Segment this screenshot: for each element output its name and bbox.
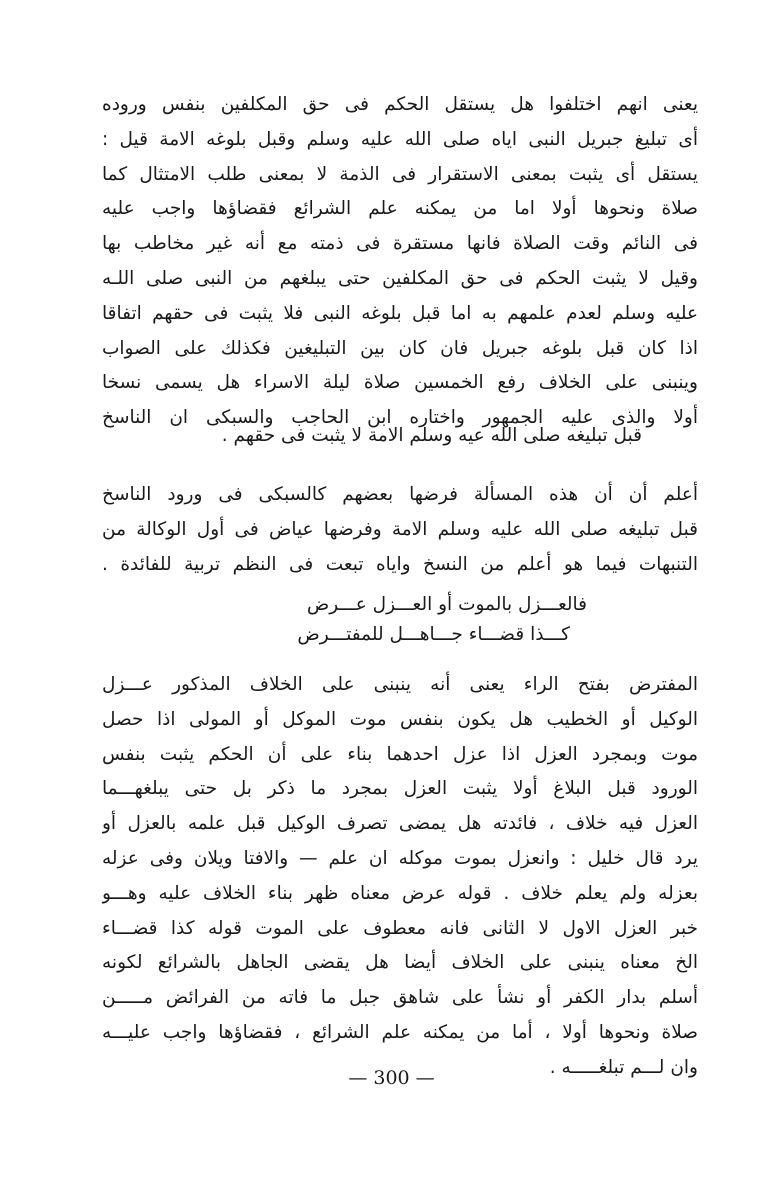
page-number: — 300 — [348, 1067, 435, 1089]
text-line: وان لـــم تبلغـــــه . [549, 1056, 698, 1078]
text-line: عليه وسلم لعدم علمهم به اما قبل بلوغه النبى فلا يثبت فى حقهم اتفاقا [102, 302, 698, 324]
paragraph-2 [102, 419, 698, 454]
text-line: الورود قبل البلاغ أولا يثبت العزل بمجرد ما ذكر بل حتى يبلغهـــما [102, 778, 698, 800]
text-line: خبر العزل الاول لا الثانى فانه معطوف على الموت قوله كذا قضـــاء [102, 917, 698, 939]
text-line: الوكيل أو الخطيب هل يكون بنفس موت الموكل أو المولى اذا حصل [102, 708, 698, 730]
text-line: يستقل أى يثبت بمعنى الاستقرار فى الذمة لا بمعنى طلب الامتثال كما [102, 163, 698, 185]
text-line: قبل تبليغه صلى الله عيه وسلم الامة لا يثبت فى حقهم . [221, 425, 642, 446]
verse-line-1: فالعـــزل بالموت أو العـــزل عـــرض [306, 594, 587, 615]
text-line: العزل فيه خلاف ، فائدته هل يمضى تصرف الوكيل قبل علمه بالعزل أو [102, 813, 698, 835]
text-line: أى تبليغ جبريل النبى اياه صلى الله عليه وسلم وقبل بلوغه الامة قيل : [102, 128, 698, 150]
text-line: وينبنى على الخلاف رفع الخمسين صلاة ليلة الاسراء هل يسمى نسخا [102, 372, 698, 394]
text-line: صلاة ونحوها أولا ، أما من يمكنه علم الشرائع ، فقضاؤها واجب عليـــه [102, 1021, 698, 1043]
text-line: يرد قال خليل : وانعزل بموت موكله ان علم — والافتا ويلان وفى عزله [102, 847, 698, 869]
paragraph-1 [102, 88, 698, 436]
text-line: اذا كان قبل بلوغه جبريل فان كان بين التبليغين فكذلك على الصواب [102, 337, 698, 359]
text-line: أعلم أن أن هذه المسألة فرضها بعضهم كالسبكى فى ورود الناسخ [102, 484, 698, 505]
text-line: قبل تبليغه صلى الله عليه وسلم الامة وفرضها عياض فى أول الوكالة من [102, 518, 698, 540]
text-line: يعنى انهم اختلفوا هل يستقل الحكم فى حق المكلفين بنفس وروده [102, 94, 698, 115]
text-line: صلاة ونحوها أولا اما من يمكنه علم الشرائع فقضاؤها واجب عليه [102, 198, 698, 220]
text-line: أسلم بدار الكفر أو نشأ على شاهق جبل ما فاته من الفرائض مـــــن [102, 987, 698, 1009]
text-line: وقيل لا يثبت الحكم فى حق المكلفين حتى يبلغهم من النبى صلى اللـه [102, 267, 698, 289]
text-line: الخ معناه ينبنى على الخلاف أيضا هل يقضى الجاهل بالشرائع لكونه [102, 952, 698, 974]
text-line: أولا والذى عليه الجمهور واختاره ابن الحاجب والسبكى ان الناسخ [102, 407, 698, 429]
verse-line-2: كـــذا قضـــاء جـــاهـــل للمفتـــرض [297, 624, 570, 645]
text-line: فى النائم وقت الصلاة فانها مستقرة فى ذمته مع أنه غير مخاطب بها [102, 233, 698, 255]
text-line: التنبهات فيما هو أعلم من النسخ واياه تبعت فى النظم تربية للفائدة . [102, 553, 698, 575]
paragraph-4 [102, 668, 698, 1086]
text-line: المفترض بفتح الراء يعنى أنه ينبنى على الخلاف المذكور عـــزل [102, 674, 698, 695]
paragraph-3 [102, 478, 698, 582]
text-line: بعزله ولم يعلم خلاف . قوله عرض معناه ظهر بناء الخلاف عليه وهـــو [102, 882, 698, 904]
text-line: موت وبمجرد العزل اذا عزل احدهما بناء على أن الحكم يثبت بنفس [102, 743, 698, 765]
